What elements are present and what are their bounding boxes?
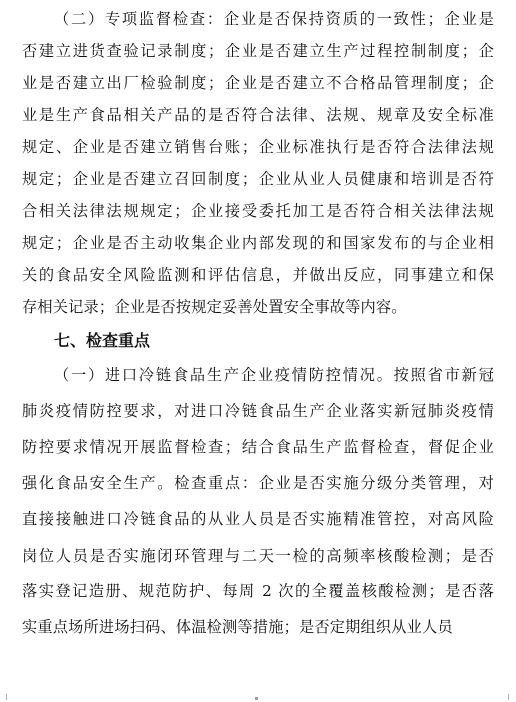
paragraph-line: 规定、企业是否建立销售台账；企业标准执行是否符合法律法规 (22, 138, 494, 156)
paragraph-line: 强化食品安全生产。检查重点：企业是否实施分级分类管理，对 (22, 474, 494, 492)
paragraph-line: （一）进口冷链食品生产企业疫情防控情况。按照省市新冠 (54, 366, 494, 384)
section-heading: 七、检查重点 (54, 331, 151, 350)
paragraph-line: 关的食品安全风险监测和评估信息，并做出反应，同事建立和保 (22, 266, 494, 284)
paragraph-line: 否建立进货查验记录制度；企业是否建立生产过程控制制度；企 (22, 42, 494, 60)
paragraph-line: 合相关法律法规规定；企业接受委托加工是否符合相关法律法规 (22, 202, 494, 220)
paragraph-line: 落实登记造册、规范防护、每周 2 次的全覆盖核酸检测；是否落 (22, 582, 494, 600)
paragraph-line: 岗位人员是否实施闭环管理与二天一检的高频率核酸检测；是否 (22, 547, 494, 565)
paragraph-line: 直接接触进口冷链食品的从业人员是否实施精准管控，对高风险 (22, 510, 494, 528)
paragraph-line: 防控要求情况开展监督检查；结合食品生产监督检查，督促企业 (22, 438, 494, 456)
paragraph-line: 存相关记录；企业是否按规定妥善处置安全事故等内容。 (22, 298, 407, 316)
paragraph-line: 实重点场所进场扫码、体温检测等措施；是否定期组织从业人员 (22, 618, 453, 636)
paragraph-line: （二）专项监督检查：企业是否保持资质的一致性；企业是 (54, 10, 494, 28)
paragraph-line: 规定；企业是否主动收集企业内部发现的和国家发布的与企业相 (22, 234, 494, 252)
paragraph-line: 业是生产食品相关产品的是否符合法律、法规、规章及安全标准 (22, 106, 494, 124)
crop-mark (508, 694, 509, 700)
paragraph-line: 业是否建立出厂检验制度；企业是否建立不合格品管理制度；企 (22, 74, 494, 92)
crop-mark (6, 694, 7, 700)
paragraph-line: 规定；企业是否建立召回制度；企业从业人员健康和培训是否符 (22, 170, 494, 188)
paragraph-line: 肺炎疫情防控要求，对进口冷链食品生产企业落实新冠肺炎疫情 (22, 402, 494, 420)
page-marker (255, 697, 258, 700)
